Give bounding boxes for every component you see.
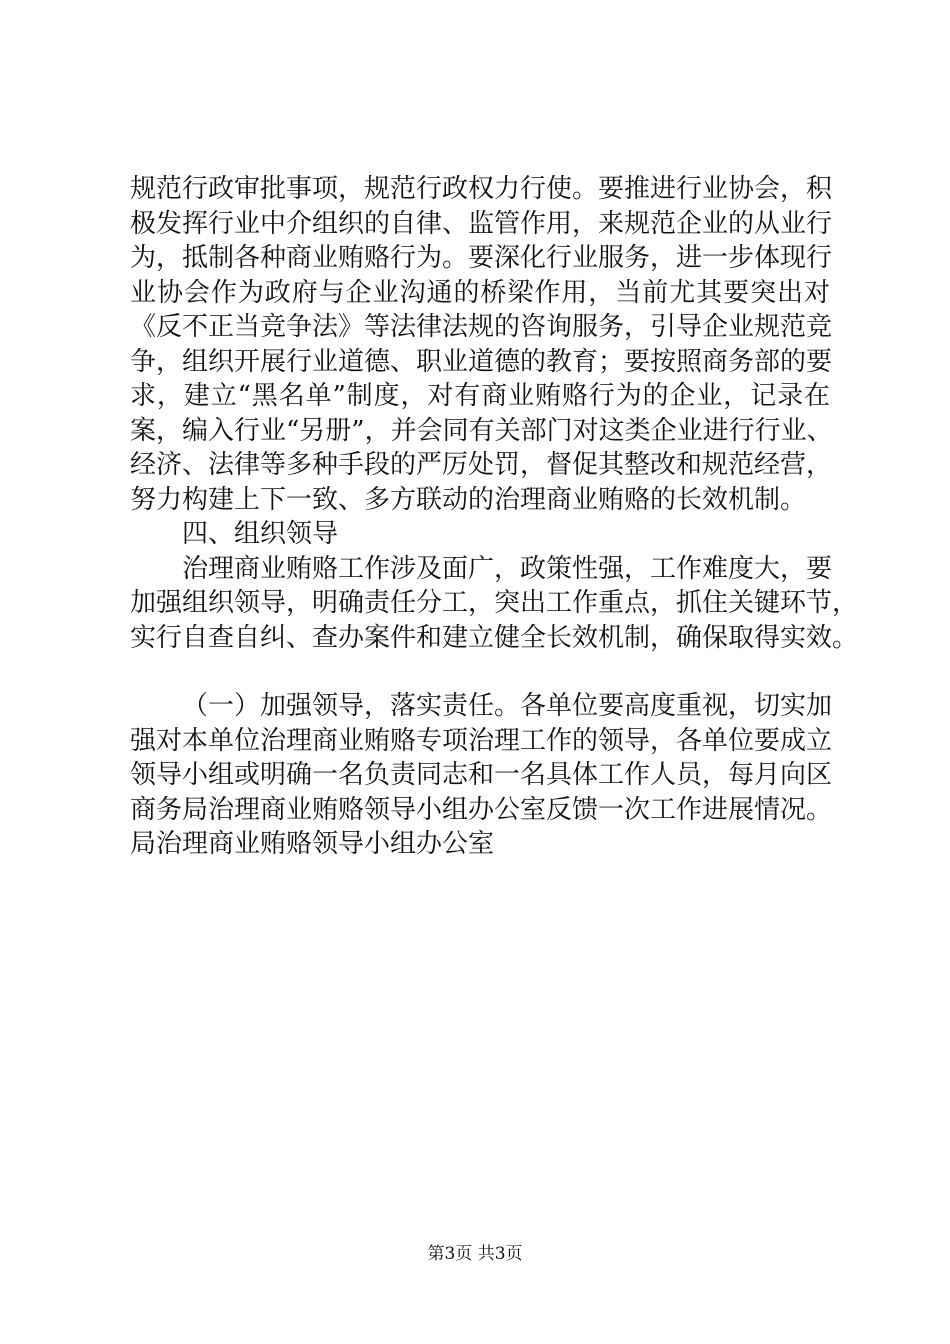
paragraph-continued xyxy=(130,172,833,517)
text-line: 《反不正当竞争法》等法律法规的咨询服务，引导企业规范竞 xyxy=(130,312,833,342)
text-line: 治理商业贿赂工作涉及面广，政策性强，工作难度大，要 xyxy=(182,553,833,584)
text-line: 极发挥行业中介组织的自律、监管作用，来规范企业的从业行 xyxy=(130,208,833,239)
text-line: 努力构建上下一致、多方联动的治理商业贿赂的长效机制。 xyxy=(130,484,807,515)
text-line: 加强组织领导，明确责任分工，突出工作重点，抓住关键环节， xyxy=(130,588,859,618)
paragraph-leadership xyxy=(130,552,859,656)
text-line: （一）加强领导，落实责任。各单位要高度重视，切实加 xyxy=(182,691,833,721)
document-body xyxy=(130,172,859,862)
page-number-label: 第3页 共3页 xyxy=(427,1244,523,1264)
section-heading: 四、组织领导 xyxy=(182,519,339,549)
text-line: 强对本单位治理商业贿赂专项治理工作的领导，各单位要成立 xyxy=(130,725,833,756)
text-line: 业协会作为政府与企业沟通的桥梁作用，当前尤其要突出对 xyxy=(130,277,830,308)
text-line: 案，编入行业“另册”，并会同有关部门对这类企业进行行业、 xyxy=(130,415,833,446)
text-line: 求，建立“黑名单”制度，对有商业贿赂行为的企业，记录在 xyxy=(130,381,830,411)
text-line: 经济、法律等多种手段的严厉处罚，督促其整改和规范经营， xyxy=(130,450,833,480)
text-line: 实行自查自纠、查办案件和建立健全长效机制，确保取得实效。 xyxy=(130,622,859,653)
paragraph-spacer xyxy=(130,655,830,689)
paragraph-sub-item-1 xyxy=(130,689,833,862)
text-line: 争，组织开展行业道德、职业道德的教育；要按照商务部的要 xyxy=(130,346,833,377)
text-line: 领导小组或明确一名负责同志和一名具体工作人员，每月向区 xyxy=(130,760,833,790)
page-footer xyxy=(0,1243,950,1265)
text-line: 规范行政审批事项，规范行政权力行使。要推进行业协会，积 xyxy=(130,174,833,204)
text-line: 商务局治理商业贿赂领导小组办公室反馈一次工作进展情况。 xyxy=(130,794,833,825)
text-line: 局治理商业贿赂领导小组办公室 xyxy=(130,829,495,859)
text-line: 为，抵制各种商业贿赂行为。要深化行业服务，进一步体现行 xyxy=(130,243,833,273)
